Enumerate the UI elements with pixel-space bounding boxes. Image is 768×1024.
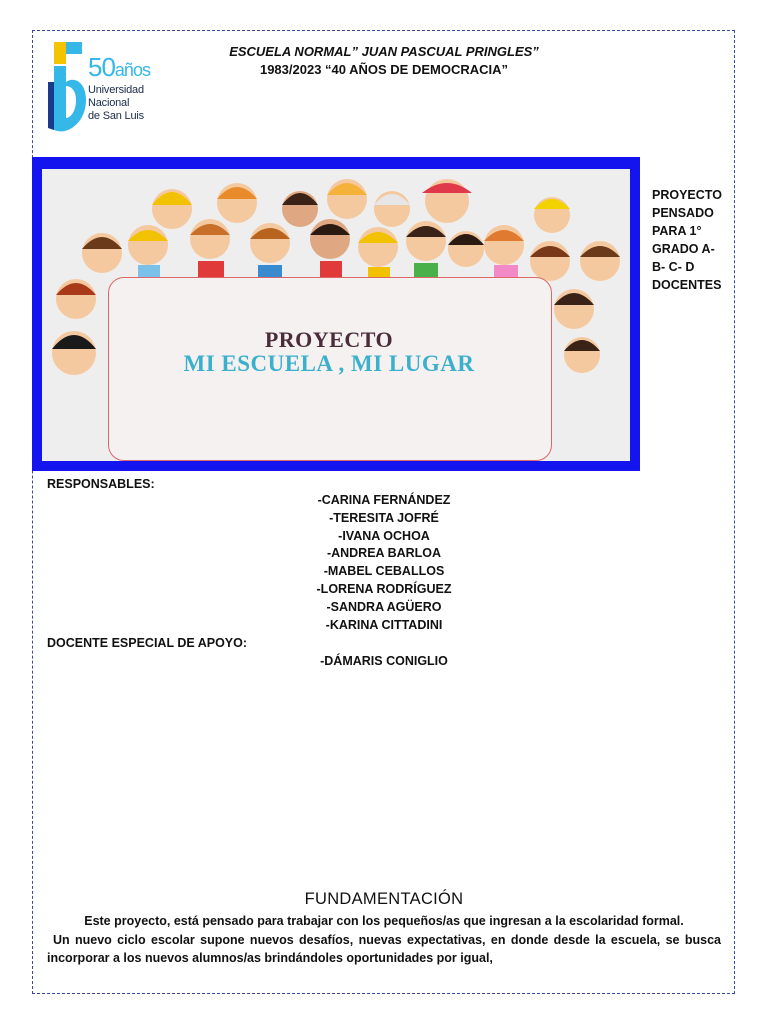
logo-years: 50años: [88, 52, 150, 82]
list-item: -TERESITA JOFRÉ: [329, 510, 439, 525]
list-item: -SANDRA AGÜERO: [326, 599, 442, 614]
project-target-note: PROYECTO PENSADO PARA 1° GRADO A- B- C- D DOCENTES: [652, 188, 722, 292]
school-motto: 1983/2023 “40 AÑOS DE DEMOCRACIA”: [259, 62, 509, 77]
banner-title: PROYECTO: [264, 327, 394, 352]
list-item: -IVANA OCHOA: [338, 528, 430, 543]
banner-illustration: [42, 169, 630, 461]
list-item: -ANDREA BARLOA: [326, 546, 442, 561]
list-item: -LORENA RODRÍGUEZ: [316, 581, 452, 596]
logo-university-name: Universidad Nacional de San Luis: [88, 84, 144, 122]
paragraph: Un nuevo ciclo escolar supone nuevos desafíos, nuevas expectativas, en donde desde la escuela, se busca incorporar a los nuevos alumnos/as brindándoles oportunidades por igual,: [47, 933, 721, 965]
paragraph: Este proyecto, está pensado para trabajar con los pequeños/as que ingresan a la escolaridad formal.: [84, 914, 684, 928]
apoyo-label: DOCENTE ESPECIAL DE APOYO:: [47, 636, 248, 650]
project-banner: [32, 157, 640, 471]
list-item: -KARINA CITTADINI: [325, 617, 443, 632]
responsables-list: [0, 492, 768, 634]
school-name: ESCUELA NORMAL” JUAN PASCUAL PRINGLES”: [229, 44, 539, 59]
banner-subtitle: MI ESCUELA , MI LUGAR: [183, 351, 475, 376]
section-title: FUNDAMENTACIÓN: [304, 890, 464, 908]
list-item: -CARINA FERNÁNDEZ: [317, 493, 451, 507]
list-item: -DÁMARIS CONIGLIO: [320, 654, 448, 668]
apoyo-list: [0, 653, 768, 671]
list-item: -MABEL CEBALLOS: [323, 564, 445, 579]
responsables-label: RESPONSABLES:: [47, 477, 155, 491]
